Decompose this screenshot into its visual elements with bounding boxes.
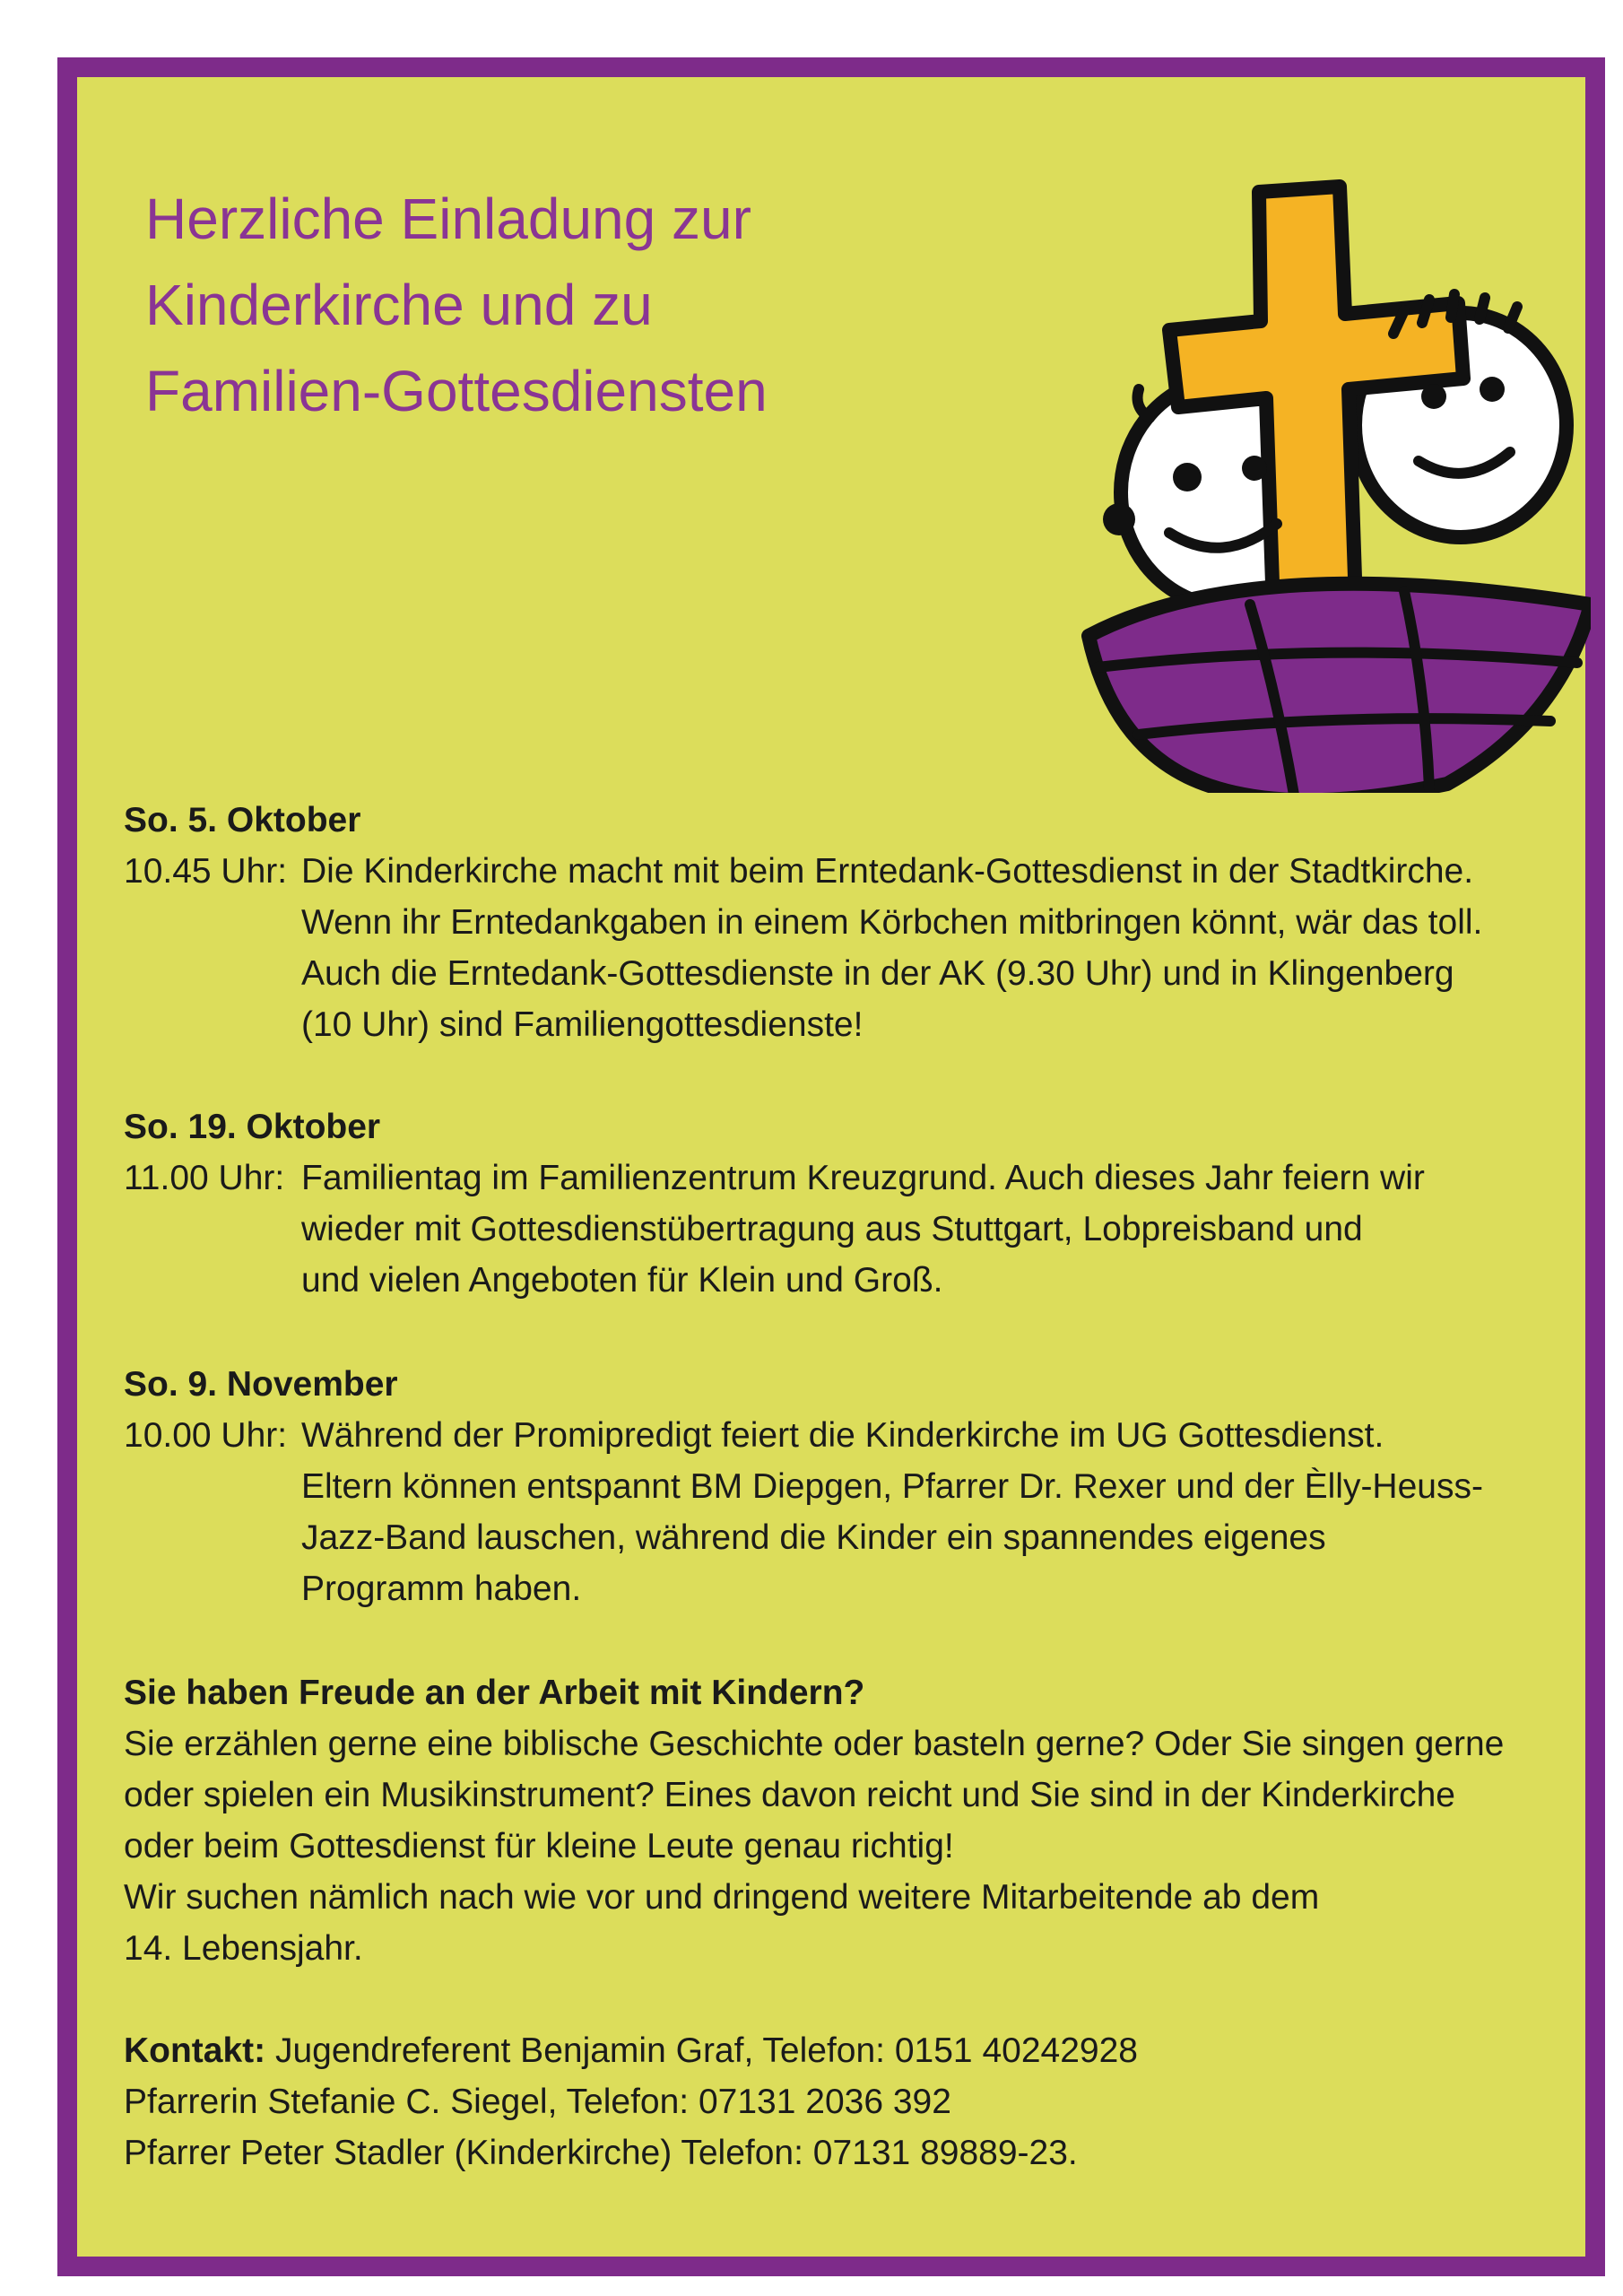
- event-date: So. 19. Oktober: [124, 1108, 381, 1146]
- event-block: [124, 1359, 1558, 1614]
- event-line: Programm haben.: [301, 1570, 582, 1608]
- volunteer-line: oder beim Gottesdienst für kleine Leute genau richtig!: [124, 1827, 954, 1866]
- event-line: Während der Promipredigt feiert die Kinderkirche im UG Gottesdienst.: [301, 1416, 1384, 1455]
- event-line: Auch die Erntedank-Gottesdienste in der AK (9.30 Uhr) und in Klingenberg: [301, 954, 1454, 993]
- event-date: So. 5. Oktober: [124, 801, 361, 839]
- event-description: [301, 1410, 1558, 1614]
- event-time: 10.45 Uhr:: [124, 852, 288, 891]
- event-description: [301, 1152, 1558, 1306]
- event-line: Familientag im Familienzentrum Kreuzgrund. Auch dieses Jahr feiern wir: [301, 1159, 1425, 1197]
- event-line: Jazz-Band lauschen, während die Kinder ein spannendes eigenes: [301, 1518, 1326, 1557]
- contact-line: Pfarrerin Stefanie C. Siegel, Telefon: 07131 2036 392: [124, 2083, 951, 2121]
- event-description: [301, 846, 1558, 1050]
- flyer-title: [145, 176, 768, 434]
- volunteer-heading: Sie haben Freude an der Arbeit mit Kindern?: [124, 1674, 865, 1712]
- event-line: Eltern können entspannt BM Diepgen, Pfarrer Dr. Rexer und der Èlly-Heuss-: [301, 1467, 1483, 1506]
- kinderkirche-logo-icon: [1071, 138, 1591, 793]
- title-line: Kinderkirche und zu: [145, 273, 653, 337]
- contact-label: Kontakt:: [124, 2031, 266, 2070]
- volunteer-line: Sie erzählen gerne eine biblische Geschichte oder basteln gerne? Oder Sie singen gerne: [124, 1725, 1505, 1763]
- event-row: [124, 846, 1558, 1050]
- event-block: [124, 795, 1558, 1050]
- contact-section: [124, 2025, 1558, 2179]
- event-row: [124, 1152, 1558, 1306]
- event-line: Die Kinderkirche macht mit beim Erntedank-Gottesdienst in der Stadtkirche.: [301, 852, 1474, 891]
- event-date: So. 9. November: [124, 1365, 398, 1404]
- contact-first: Jugendreferent Benjamin Graf, Telefon: 0151 40242928: [265, 2031, 1138, 2070]
- event-line: wieder mit Gottesdienstübertragung aus Stuttgart, Lobpreisband und: [301, 1210, 1363, 1248]
- event-block: [124, 1101, 1558, 1306]
- event-row: [124, 1410, 1558, 1614]
- title-line: Herzliche Einladung zur: [145, 187, 751, 251]
- volunteer-line: 14. Lebensjahr.: [124, 1929, 363, 1968]
- event-line: Wenn ihr Erntedankgaben in einem Körbchen mitbringen könnt, wär das toll.: [301, 903, 1483, 942]
- event-line: (10 Uhr) sind Familiengottesdienste!: [301, 1005, 864, 1044]
- volunteer-section: [124, 1667, 1558, 1974]
- volunteer-line: oder spielen ein Musikinstrument? Eines davon reicht und Sie sind in der Kinderkirche: [124, 1776, 1455, 1814]
- event-line: und vielen Angeboten für Klein und Groß.: [301, 1261, 943, 1300]
- contact-line: Pfarrer Peter Stadler (Kinderkirche) Telefon: 07131 89889-23.: [124, 2134, 1078, 2172]
- contact-line: [124, 2025, 1558, 2076]
- flyer-frame: [57, 57, 1605, 2276]
- event-time: 11.00 Uhr:: [124, 1159, 285, 1197]
- title-line: Familien-Gottesdiensten: [145, 359, 768, 423]
- event-time: 10.00 Uhr:: [124, 1416, 288, 1455]
- volunteer-line: Wir suchen nämlich nach wie vor und dringend weitere Mitarbeitende ab dem: [124, 1878, 1320, 1917]
